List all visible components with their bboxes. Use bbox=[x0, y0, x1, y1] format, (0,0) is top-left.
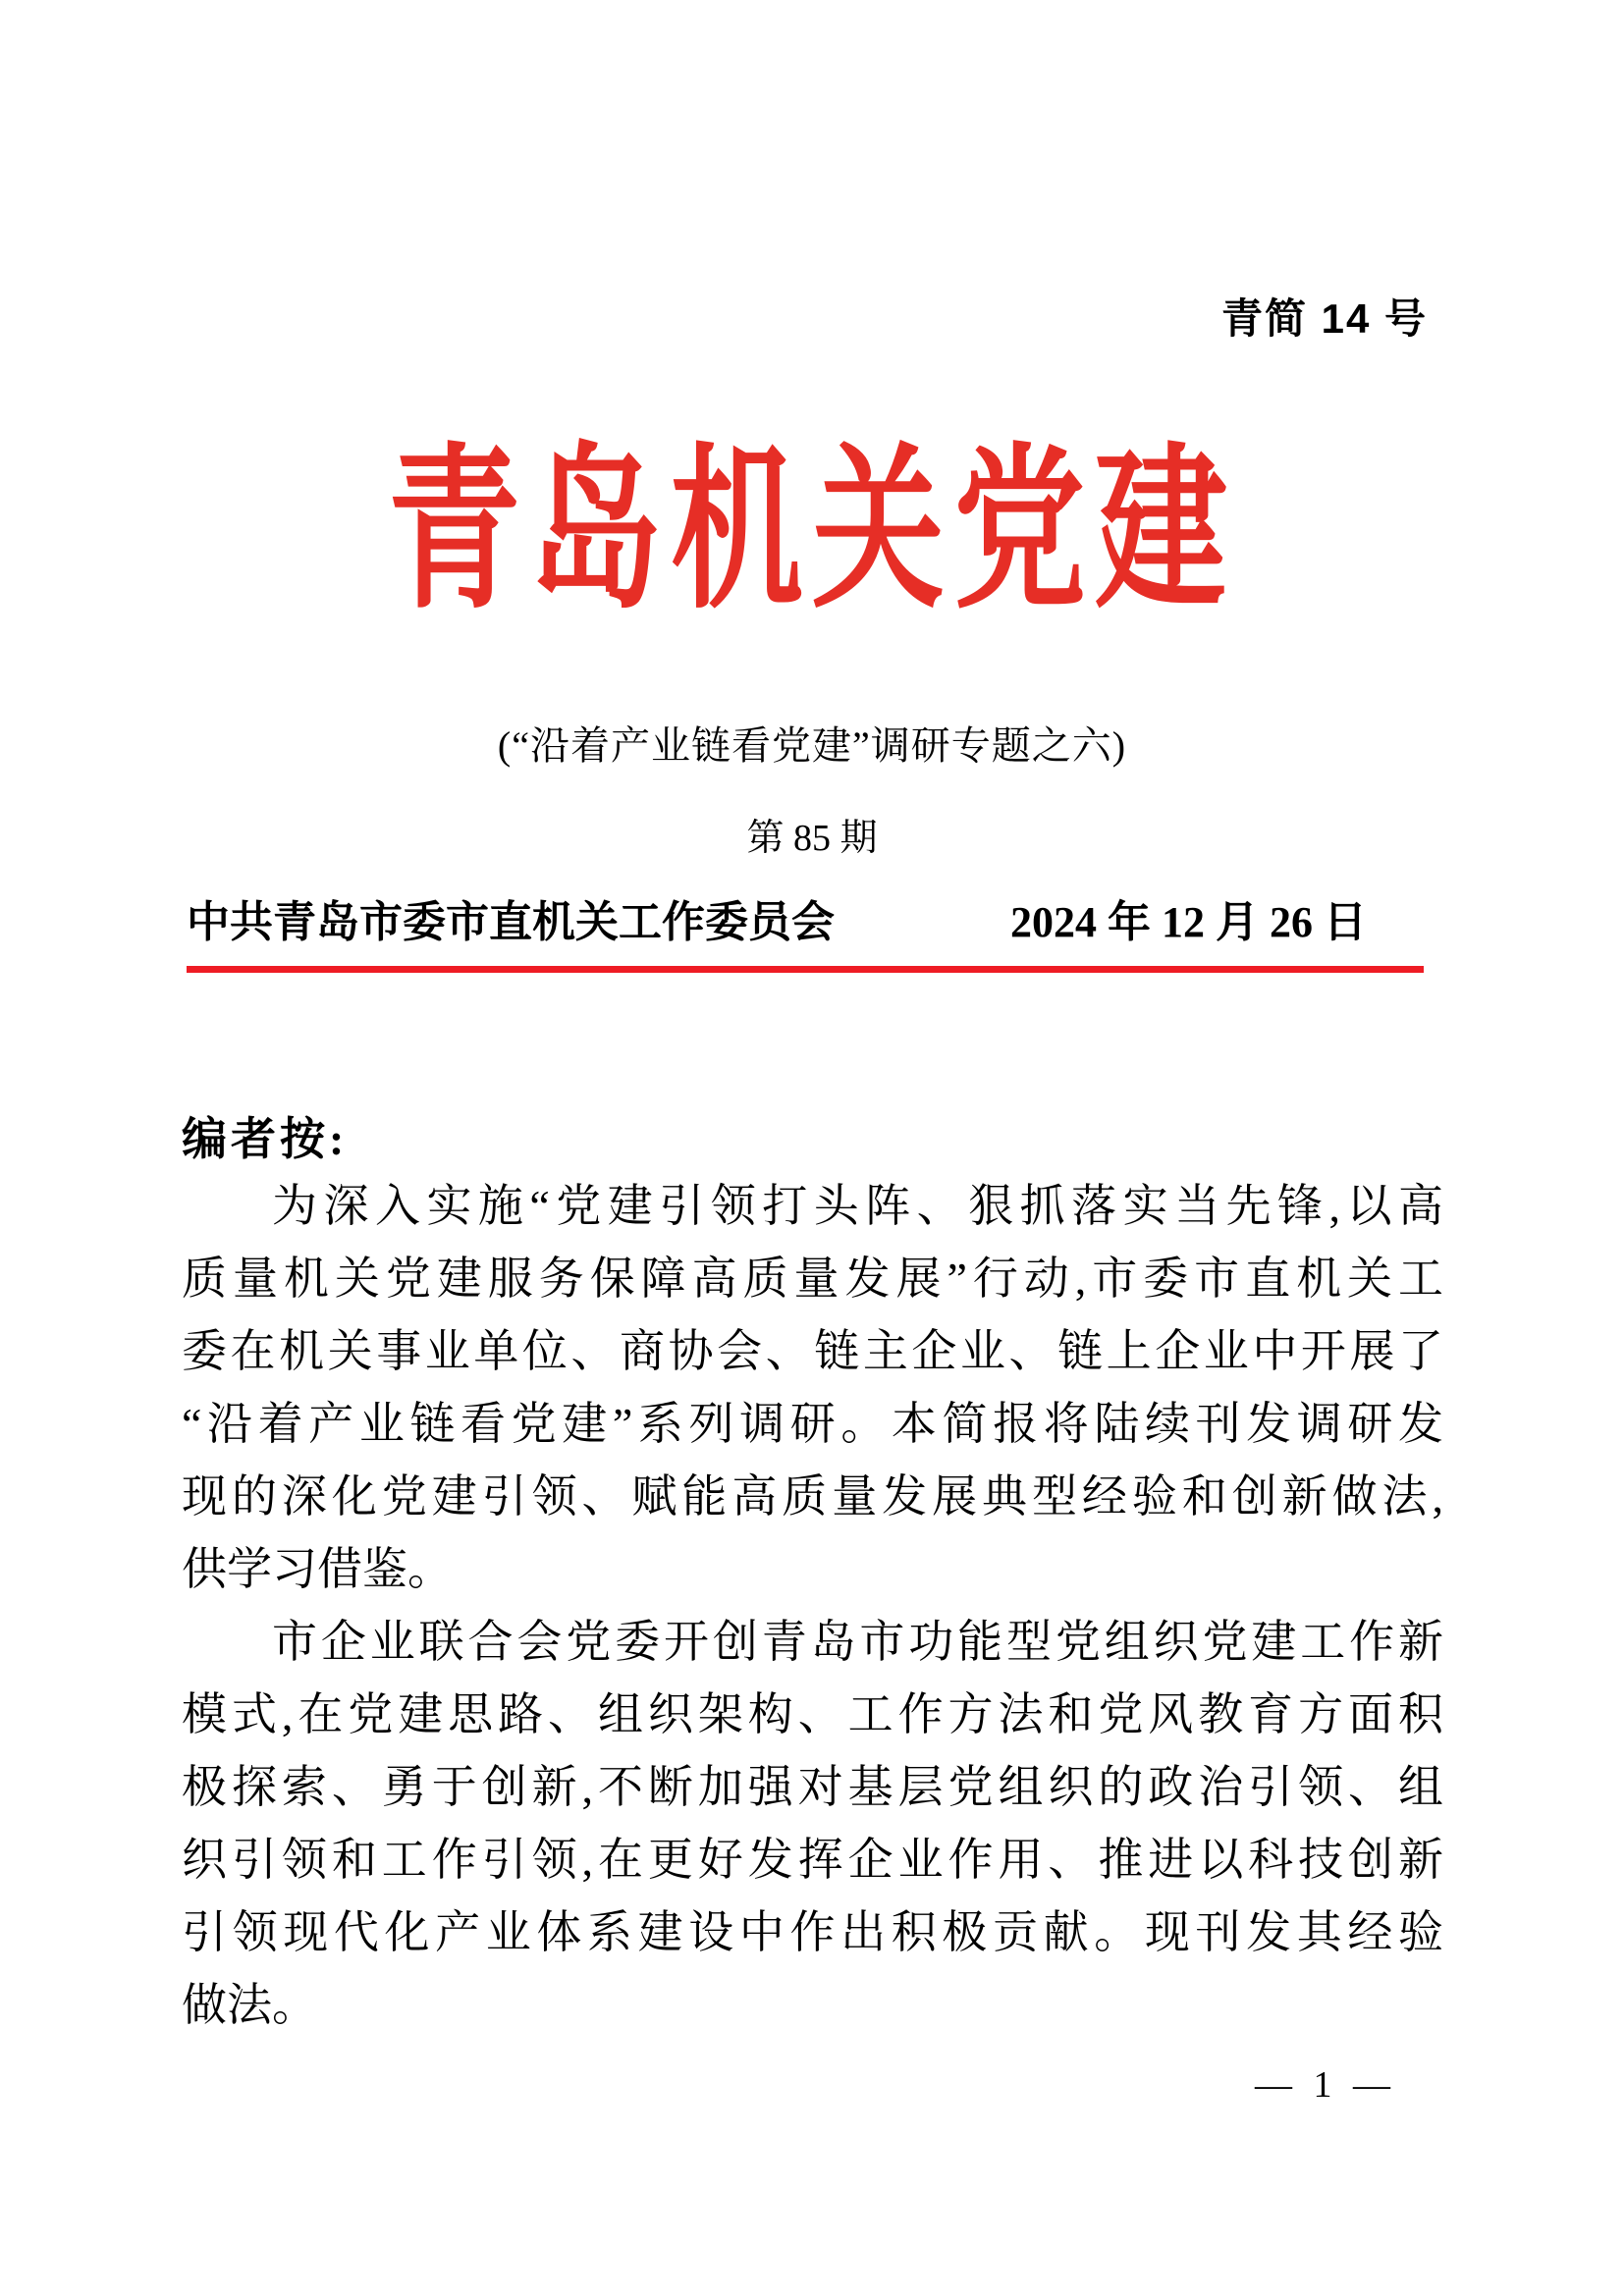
masthead bbox=[0, 434, 1624, 650]
issue-date: 2024 年 12 月 26 日 bbox=[1010, 898, 1367, 946]
issuer-name: 中共青岛市委市直机关工作委员会 bbox=[187, 898, 835, 946]
body-line: 引领现代化产业体系建设中作出积极贡献。现刊发其经验 bbox=[182, 1907, 1443, 1957]
editor-note-label: 编者按: bbox=[182, 1114, 349, 1164]
body-line: 极探索、勇于创新,不断加强对基层党组织的政治引领、组 bbox=[182, 1762, 1443, 1812]
body-line: 供学习借鉴。 bbox=[182, 1544, 453, 1594]
body-line: 模式,在党建思路、组织架构、工作方法和党风教育方面积 bbox=[182, 1689, 1443, 1739]
issue-number: 第 85 期 bbox=[746, 818, 878, 859]
body-line: 质量机关党建服务保障高质量发展”行动,市委市直机关工 bbox=[182, 1254, 1443, 1304]
masthead-title: 青岛机关党建 bbox=[387, 434, 1236, 629]
body-line: 做法。 bbox=[182, 1980, 317, 2030]
body-line: “沿着产业链看党建”系列调研。本简报将陆续刊发调研发 bbox=[182, 1399, 1443, 1449]
red-rule bbox=[187, 966, 1424, 973]
body-line: 为深入实施“党建引领打头阵、狠抓落实当先锋,以高 bbox=[272, 1181, 1443, 1231]
body-line: 现的深化党建引领、赋能高质量发展典型经验和创新做法, bbox=[182, 1471, 1443, 1522]
doc-number: 青简 14 号 bbox=[1220, 295, 1428, 342]
paragraph bbox=[182, 1606, 1443, 2042]
issuer-row bbox=[187, 886, 1367, 949]
body-line: 织引领和工作引领,在更好发挥企业作用、推进以科技创新 bbox=[182, 1835, 1443, 1885]
body-line: 市企业联合会党委开创青岛市功能型党组织党建工作新 bbox=[272, 1617, 1443, 1667]
body-line: 委在机关事业单位、商协会、链主企业、链上企业中开展了 bbox=[182, 1326, 1443, 1376]
masthead-subtitle: (“沿着产业链看党建”调研专题之六) bbox=[497, 723, 1127, 768]
page-number: — 1 — bbox=[1255, 2064, 1396, 2106]
paragraph bbox=[182, 1170, 1443, 1606]
body-paragraphs bbox=[182, 1170, 1443, 2042]
